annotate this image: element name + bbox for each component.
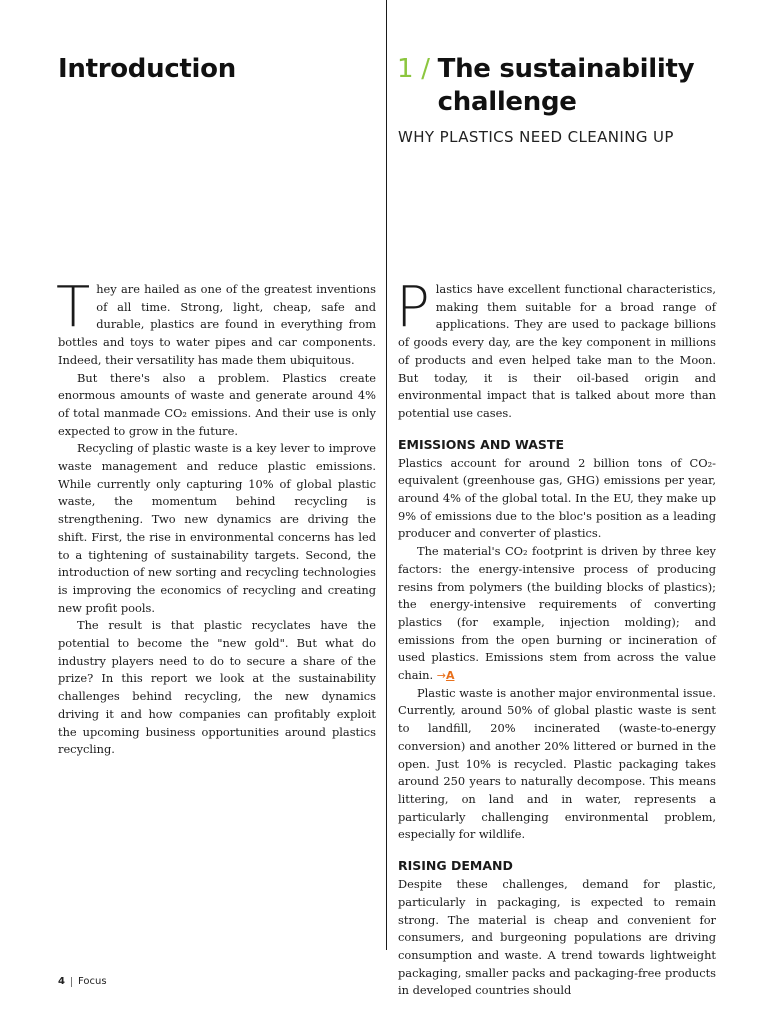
chapter-title-text: The sustainability challenge xyxy=(437,54,695,117)
page-footer xyxy=(58,976,107,987)
intro-paragraph-2: But there's also a problem. Plastics create enormous amounts of waste and generate around 4% of total manmade CO₂ emissions. And their use is only expected to grow in the future. xyxy=(58,370,376,438)
chapter-number: 1 / xyxy=(397,54,438,84)
publication-name: Focus xyxy=(77,976,107,987)
section-heading-emissions: EMISSIONS AND WASTE xyxy=(398,436,564,452)
drop-cap-t: T xyxy=(56,275,91,340)
demand-paragraph-1: Despite these challenges, demand for plastic, particularly in packaging, is expected to remain strong. The material is cheap and convenient for consumers, and burgeoning populations are driving consumption and waste. A trend towards lightweight packaging, smaller packs and packaging-free products in developed countries should xyxy=(398,877,716,998)
page-title-introduction: Introduction xyxy=(58,54,236,84)
drop-cap-p: P xyxy=(396,275,430,340)
section-heading-rising-demand: RISING DEMAND xyxy=(398,858,513,874)
footer-separator xyxy=(71,977,72,987)
page-number: 4 xyxy=(58,976,65,987)
emissions-paragraph-3: Plastic waste is another major environmental issue. Currently, around 50% of global plastic waste is sent to landfill, 20% incinerated (waste-to-energy conversion) and another 20% littered or burned in the open. Just 10% is recycled. Plastic packaging takes around 250 years to naturally decompose. This means littering, on land and in water, represents a particularly challenging environmental problem, especially for wildlife. xyxy=(398,685,716,842)
chapter-intro-paragraph: Plastics have excellent functional characteristics, making them suitable for a broad range of applications. They are used to package billions of goods every day, are the key component in millions of products and even helped take man to the Moon. But today, it is their oil-based origin and environmental impact that is talked about more than potential use cases. xyxy=(396,275,716,420)
column-divider xyxy=(386,0,387,950)
chapter-subtitle: WHY PLASTICS NEED CLEANING UP xyxy=(398,128,674,146)
intro-paragraph-3: Recycling of plastic waste is a key lever to improve waste management and reduce plastic emissions. While currently only capturing 10% of global plastic waste, the momentum behind recycling is strengthening. Two new dynamics are driving the shift. First, the rise in environmental concerns has led to a tightening of sustainability targets. Second, the introduction of new sorting and recycling technologies is improving the economics of recycling and creating new profit pools. xyxy=(58,441,376,615)
emissions-paragraph-1: Plastics account for around 2 billion tons of CO₂-equivalent (greenhouse gas, GHG) emissions per year, around 4% of the global total. In the EU, they make up 9% of emissions due to the bloc's position as a leading producer and converter of plastics. xyxy=(398,455,716,541)
intro-paragraph-1: They are hailed as one of the greatest inventions of all time. Strong, light, cheap, safe and durable, plastics are found in everything from bottles and toys to water pipes and car components. Indeed, their versatility has made them ubiquitous. xyxy=(56,275,376,367)
exhibit-a-link[interactable]: →A xyxy=(436,669,455,683)
chapter-column xyxy=(396,275,716,1000)
introduction-column xyxy=(56,275,376,759)
arrow-right-icon: → xyxy=(436,669,446,683)
chapter-title xyxy=(397,53,747,119)
emissions-paragraph-2: The material's CO₂ footprint is driven by three key factors: the energy-intensive process of producing resins from polymers (the building blocks of plastics); the energy-intensive requirements of converting plastics (for example, injection molding); and emissions from the open burning or incineration of used plastics. Emissions stem from across the value chain. →A xyxy=(398,544,716,683)
intro-paragraph-4: The result is that plastic recyclates have the potential to become the "new gold". But what do industry players need to do to secure a share of the prize? In this report we look at the sustainability challenges behind recycling, the new dynamics driving it and how companies can profitably exploit the upcoming business opportunities around plastics recycling. xyxy=(58,618,376,757)
